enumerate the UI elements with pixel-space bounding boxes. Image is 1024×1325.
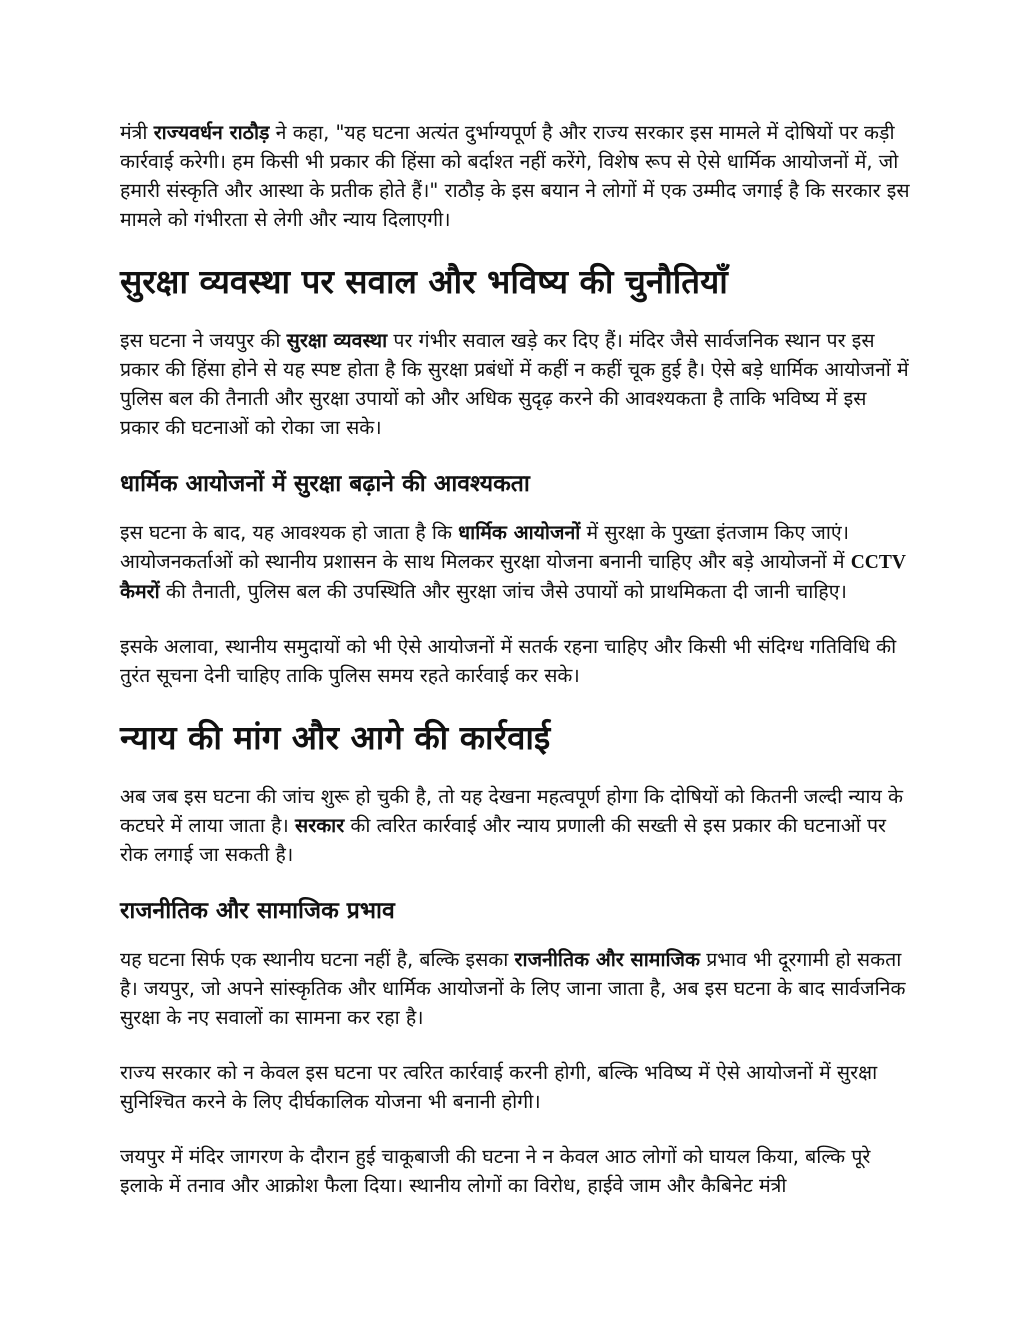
bold-political-social: राजनीतिक और सामाजिक bbox=[514, 948, 700, 971]
bold-cctv: CCTV bbox=[850, 552, 906, 573]
paragraph-community-vigilance: इसके अलावा, स्थानीय समुदायों को भी ऐसे आयोजनों में सतर्क रहना चाहिए और किसी भी संदिग्ध गतिविधि की तुरंत सूचना देनी चाहिए ताकि पुलिस समय रहते कार्रवाई कर सके। bbox=[120, 635, 897, 687]
bold-religious-events: धार्मिक आयोजनों bbox=[458, 521, 581, 544]
bold-security-system: सुरक्षा व्यवस्था bbox=[286, 329, 388, 352]
paragraph-political-impact: यह घटना सिर्फ एक स्थानीय घटना नहीं है, बल्कि इसका राजनीतिक और सामाजिक प्रभाव भी दूरगामी हो सकता है। जयपुर, जो अपने सांस्कृतिक और धार्मिक आयोजनों के लिए जाना जाता है, अब इस घटना के बाद सार्वजनिक सुरक्षा के नए सवालों का सामना कर रहा है। bbox=[120, 948, 906, 1029]
paragraph-state-government-action: राज्य सरकार को न केवल इस घटना पर त्वरित कार्रवाई करनी होगी, बल्कि भविष्य में ऐसे आयोजनों में सुरक्षा सुनिश्चित करने के लिए दीर्घकालिक योजना भी बनानी होगी। bbox=[120, 1061, 878, 1113]
paragraph-religious-events: इस घटना के बाद, यह आवश्यक हो जाता है कि धार्मिक आयोजनों में सुरक्षा के पुख्ता इंतजाम किए जाएं। आयोजनकर्ताओं को स्थानीय प्रशासन के साथ मिलकर सुरक्षा योजना बनानी चाहिए और बड़े आयोजनों में CCTV कैमरों की तैनाती, पुलिस बल की उपस्थिति और सुरक्षा जांच जैसे उपायों को प्राथमिकता दी जानी चाहिए। bbox=[120, 521, 906, 603]
bold-minister-name: राज्यवर्धन राठौड़ bbox=[153, 121, 270, 144]
paragraph-investigation: अब जब इस घटना की जांच शुरू हो चुकी है, तो यह देखना महत्वपूर्ण होगा कि दोषियों को कितनी जल्दी न्याय के कटघरे में लाया जाता है। सरकार की त्वरित कार्रवाई और न्याय प्रणाली की सख्ती से इस प्रकार की घटनाओं पर रोक लगाई जा सकती है। bbox=[120, 785, 903, 866]
paragraph-stabbing-incident: जयपुर में मंदिर जागरण के दौरान हुई चाकूबाजी की घटना ने न केवल आठ लोगों को घायल किया, बल्कि पूरे इलाके में तनाव और आक्रोश फैला दिया। स्थानीय लोगों का विरोध, हाईवे जाम और कैबिनेट मंत्री bbox=[120, 1145, 871, 1197]
heading-justice-demand: न्याय की मांग और आगे की कार्रवाई bbox=[120, 718, 551, 757]
paragraph-minister-statement: मंत्री राज्यवर्धन राठौड़ ने कहा, "यह घटना अत्यंत दुर्भाग्यपूर्ण है और राज्य सरकार इस मामले में दोषियों पर कड़ी कार्रवाई करेगी। हम किसी भी प्रकार की हिंसा को बर्दाश्त नहीं करेंगे, विशेष रूप से ऐसे धार्मिक आयोजनों में, जो हमारी संस्कृति और आस्था के प्रतीक होते हैं।" राठौड़ के इस बयान ने लोगों में एक उम्मीद जगाई है कि सरकार इस मामले को गंभीरता से लेगी और न्याय दिलाएगी। bbox=[120, 121, 910, 231]
bold-government: सरकार bbox=[295, 814, 345, 837]
heading-security-questions: सुरक्षा व्यवस्था पर सवाल और भविष्य की चुनौतियाँ bbox=[120, 262, 728, 301]
heading-religious-events-security: धार्मिक आयोजनों में सुरक्षा बढ़ाने की आवश्यकता bbox=[120, 471, 530, 497]
document-page bbox=[120, 118, 910, 1226]
paragraph-security-system: इस घटना ने जयपुर की सुरक्षा व्यवस्था पर गंभीर सवाल खड़े कर दिए हैं। मंदिर जैसे सार्वजनिक स्थान पर इस प्रकार की हिंसा होने से यह स्पष्ट होता है कि सुरक्षा प्रबंधों में कहीं न कहीं चूक हुई है। ऐसे बड़े धार्मिक आयोजनों में पुलिस बल की तैनाती और सुरक्षा उपायों को और अधिक सुदृढ़ करने की आवश्यकता है ताकि भविष्य में इस प्रकार की घटनाओं को रोका जा सके। bbox=[120, 329, 909, 439]
heading-political-social-impact: राजनीतिक और सामाजिक प्रभाव bbox=[120, 898, 395, 924]
bold-cameras: कैमरों bbox=[120, 580, 160, 603]
